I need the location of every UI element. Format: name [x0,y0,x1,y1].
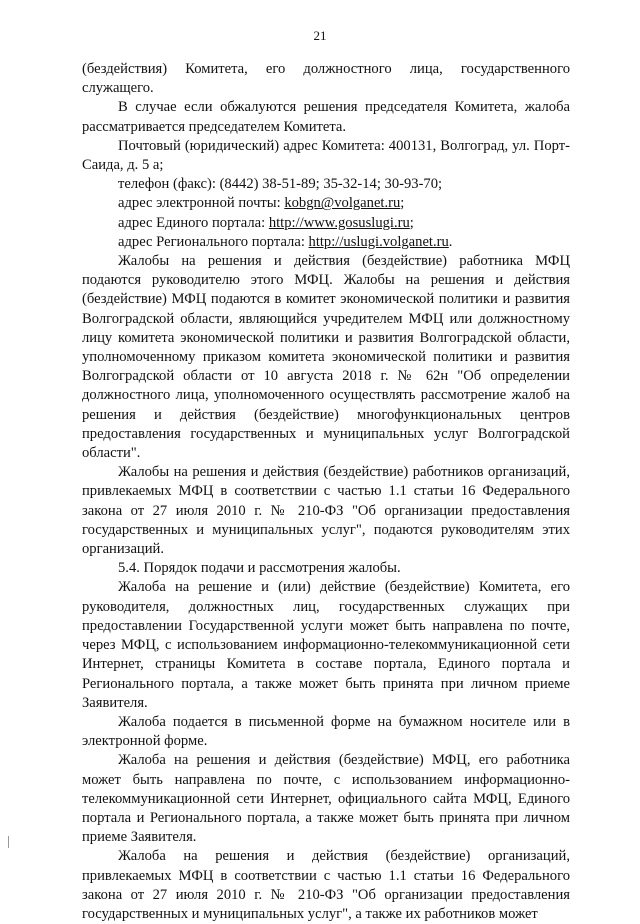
scan-margin-mark [8,836,9,848]
regional-portal-link[interactable]: http://uslugi.volganet.ru [308,233,449,250]
email-label: адрес электронной почты: [118,195,285,212]
paragraph-unified-portal [82,214,570,233]
paragraph-phone: телефон (факс): (8442) 38-51-89; 35-32-14; 30-93-70; [118,176,443,193]
page-number: 21 [313,28,327,43]
unified-portal-end: ; [409,214,414,231]
paragraph-written-form: Жалоба подается в письменной форме на бумажном носителе или в электронной форме. [82,713,570,750]
unified-portal-label: адрес Единого портала: [118,214,269,231]
paragraph-chairman-complaint: В случае если обжалуются решения председателя Комитета, жалоба рассматривается председателем Комитета. [82,99,570,135]
paragraph-mfc-complaint-channels: Жалоба на решения и действия (бездействие) МФЦ, его работника может быть направлена по почте, с использованием информационно-телекоммуникационной сети Интернет, официального сайта МФЦ, Единого портала и Регионального портала, а также может быть принята при личном приеме Заявителя. [82,752,570,846]
document-body [82,60,570,924]
unified-portal-link[interactable]: http://www.gosuslugi.ru [268,214,410,231]
section-heading-5-4: 5.4. Порядок подачи и рассмотрения жалобы. [118,560,401,577]
paragraph-continuation: (бездействия) Комитета, его должностного лица, государственного служащего. [82,61,570,97]
paragraph-regional-portal [82,233,570,252]
paragraph-postal-address: Почтовый (юридический) адрес Комитета: 400131, Волгоград, ул. Порт-Саида, д. 5 а; [82,137,570,174]
email-link[interactable]: kobgn@volganet.ru [284,195,401,212]
paragraph-mfc-complaints: Жалобы на решения и действия (бездействие) работника МФЦ подаются руководителю этого МФЦ. Жалобы на решения и действия (бездействие) МФЦ подаются в комитет экономической политики и развития Волгоградской области, являющийся учредителем МФЦ или должностному лицу комитета экономической политики и развития Волгоградской области, уполномоченному приказом комитета экономической политики и развития Волгоградской области от 10 августа 2018 г. № 62н "Об определении должностного лица, уполномоченного осуществлять рассмотрение жалоб на решения и действия (бездействие) многофункциональных центров предоставления государственных и муниципальных услуг Волгоградской области". [82,253,570,462]
regional-portal-end: . [448,233,453,250]
paragraph-organizations-complaint-channels: Жалоба на решения и действия (бездействие) организаций, привлекаемых МФЦ в соответствии с частью 1.1 статьи 16 Федерального закона от 27 июля 2010 г. № 210-ФЗ "Об организации предоставления государственных и муниципальных услуг", а также их работников может [82,848,570,922]
email-end: ; [400,195,405,212]
paragraph-committee-complaint: Жалоба на решение и (или) действие (бездействие) Комитета, его руководителя, должностных лиц, государственных служащих при предоставлении Государственной услуги может быть направлена по почте, через МФЦ, с использованием информационно-телекоммуникационной сети Интернет, страницы Комитета в составе портала, Единого портала и Регионального портала, а также может быть принята при личном приеме Заявителя. [82,579,570,711]
regional-portal-label: адрес Регионального портала: [118,233,309,250]
paragraph-email [82,194,570,213]
paragraph-organizations-complaints: Жалобы на решения и действия (бездействие) работников организаций, привлекаемых МФЦ в соответствии с частью 1.1 статьи 16 Федерального закона от 27 июля 2010 г. № 210-ФЗ "Об организации предоставления государственных и муниципальных услуг", подаются руководителям этих организаций. [82,464,570,558]
